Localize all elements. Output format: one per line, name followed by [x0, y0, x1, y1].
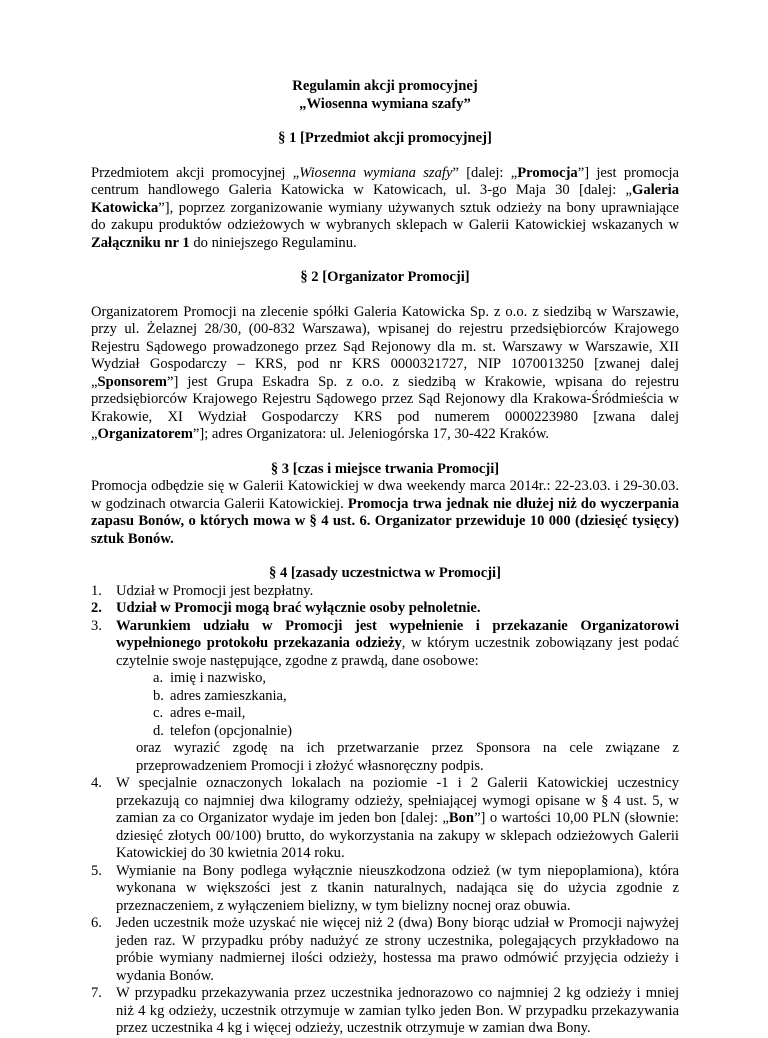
list-item: 7. W przypadku przekazywania przez uczestnika jednorazowo co najmniej 2 kg odzieży i mniej niż 4 kg odzieży, uczestnik otrzymuje w zamian tylko jeden Bon. W przypadku przekazywania przez uczestnika 4 kg i więcej odzieży, uczestnik otrzymuje w zamian dwa Bony.	[91, 985, 679, 1036]
list-item: 4. W specjalnie oznaczonych lokalach na poziomie -1 i 2 Galerii Katowickiej uczestnicy przekazują co najmniej dwa kilogramy odzieży, spełniającej wymogi opisane w § 4 ust. 5, w zamian za co Organizator wydaje im jeden bon [dalej: „Bon”] o wartości 10,00 PLN (słownie: dziesięć złotych 00/100) brutto, do wykorzystania na zakupy w sklepach odzieżowych Galerii Katowickiej do 30 kwietnia 2014 roku.	[91, 775, 679, 861]
personal-data-sublist	[116, 670, 679, 740]
section-2-heading: § 2 [Organizator Promocji]	[300, 269, 470, 285]
sublist-item: d. telefon (opcjonalnie)	[153, 722, 292, 739]
list-item: 2. Udział w Promocji mogą brać wyłącznie osoby pełnoletnie.	[91, 600, 481, 616]
section-4-heading: § 4 [zasady uczestnictwa w Promocji]	[269, 565, 501, 581]
section-1-heading: § 1 [Przedmiot akcji promocyjnej]	[278, 130, 492, 146]
document-subtitle: „Wiosenna wymiana szafy”	[299, 95, 471, 112]
section-2-paragraph: Organizatorem Promocji na zlecenie spółki Galeria Katowicka Sp. z o.o. z siedzibą w Warszawie, przy ul. Żelaznej 28/30, (00-832 Warszawa), wpisanej do rejestru przedsiębiorców Krajowego Rejestru Sądowego prowadzonego przez Sąd Rejonowy dla m. st. Warszawy w Warszawie, XII Wydział Gospodarczy – KRS, pod nr KRS 0000321727, NIP 1070013250 [zwanej dalej „Sponsorem”] jest Grupa Eskadra Sp. z o.o. z siedzibą w Krakowie, wpisana do rejestru przedsiębiorców Krajowego Rejestru Sądowego przez Sąd Rejonowy dla Krakowa-Śródmieścia w Krakowie, XI Wydział Gospodarczy KRS pod numerem 0000223980 [zwana dalej „Organizatorem”]; adres Organizatora: ul. Jeleniogórska 17, 30-422 Kraków.	[91, 303, 679, 442]
list-item: 1. Udział w Promocji jest bezpłatny.	[91, 582, 314, 599]
sublist-item: c. adres e-mail,	[153, 705, 246, 721]
document-page	[91, 78, 679, 1038]
list-item-continuation: oraz wyrazić zgodę na ich przetwarzanie przez Sponsora na cele związane z przeprowadzeniem Promocji i złożyć własnoręczny podpis.	[136, 740, 679, 774]
sublist-item: b. adres zamieszkania,	[153, 687, 287, 704]
sublist-item: a. imię i nazwisko,	[153, 670, 267, 686]
section-4-list	[91, 583, 679, 1038]
section-1-paragraph: Przedmiotem akcji promocyjnej „Wiosenna wymiana szafy” [dalej: „Promocja”] jest promocja centrum handlowego Galeria Katowicka w Katowicach, ul. 3-go Maja 30 [dalej: „Galeria Katowicka”], poprzez zorganizowanie wymiany używanych sztuk odzieży na bony uprawniające do zakupu produktów odzieżowych w wybranych sklepach w Galerii Katowickiej wskazanych w Załączniku nr 1 do niniejszego Regulaminu.	[91, 164, 679, 251]
document-title: Regulamin akcji promocyjnej	[292, 78, 478, 94]
list-item: 6. Jeden uczestnik może uzyskać nie więcej niż 2 (dwa) Bony biorąc udział w Promocji najwyżej jeden raz. W przypadku próby nadużyć ze strony uczestnika, polegających przykładowo na próbie wymiany nadmiernej ilości odzieży, hostessa ma prawo odmówić przyjęcia odzieży i wydania Bonów.	[91, 915, 679, 984]
section-3-paragraph: Promocja odbędzie się w Galerii Katowickiej w dwa weekendy marca 2014r.: 22-23.03. i 29-30.03. w godzinach otwarcia Galerii Katowickiej. Promocja trwa jednak nie dłużej niż do wyczerpania zapasu Bonów, o których mowa w § 4 ust. 6. Organizator przewiduje 10 000 (dziesięć tysięcy) sztuk Bonów.	[91, 478, 679, 547]
section-3-heading: § 3 [czas i miejsce trwania Promocji]	[270, 460, 500, 477]
list-item: 3. Warunkiem udziału w Promocji jest wypełnienie i przekazanie Organizatorowi wypełnionego protokołu przekazania odzieży, w którym uczestnik zobowiązany jest podać czytelnie swoje następujące, zgodne z prawdą, dane osobowe: a. imię i nazwisko, b. adres zamieszkania, c. adres e-mail, d. telefon (opcjonalnie) oraz wyrazić zgodę na ich przetwarzanie przez Sponsora na cele związane z przeprowadzeniem Promocji i złożyć własnoręczny podpis.	[91, 617, 679, 774]
list-item: 5. Wymianie na Bony podlega wyłącznie nieuszkodzona odzież (w tym niepoplamiona), która wykonana w większości jest z tkanin naturalnych, nadająca się do użycia zgodnie z przeznaczeniem, z wyłączeniem bielizny, w tym bielizny nocnej oraz obuwia.	[91, 862, 679, 914]
